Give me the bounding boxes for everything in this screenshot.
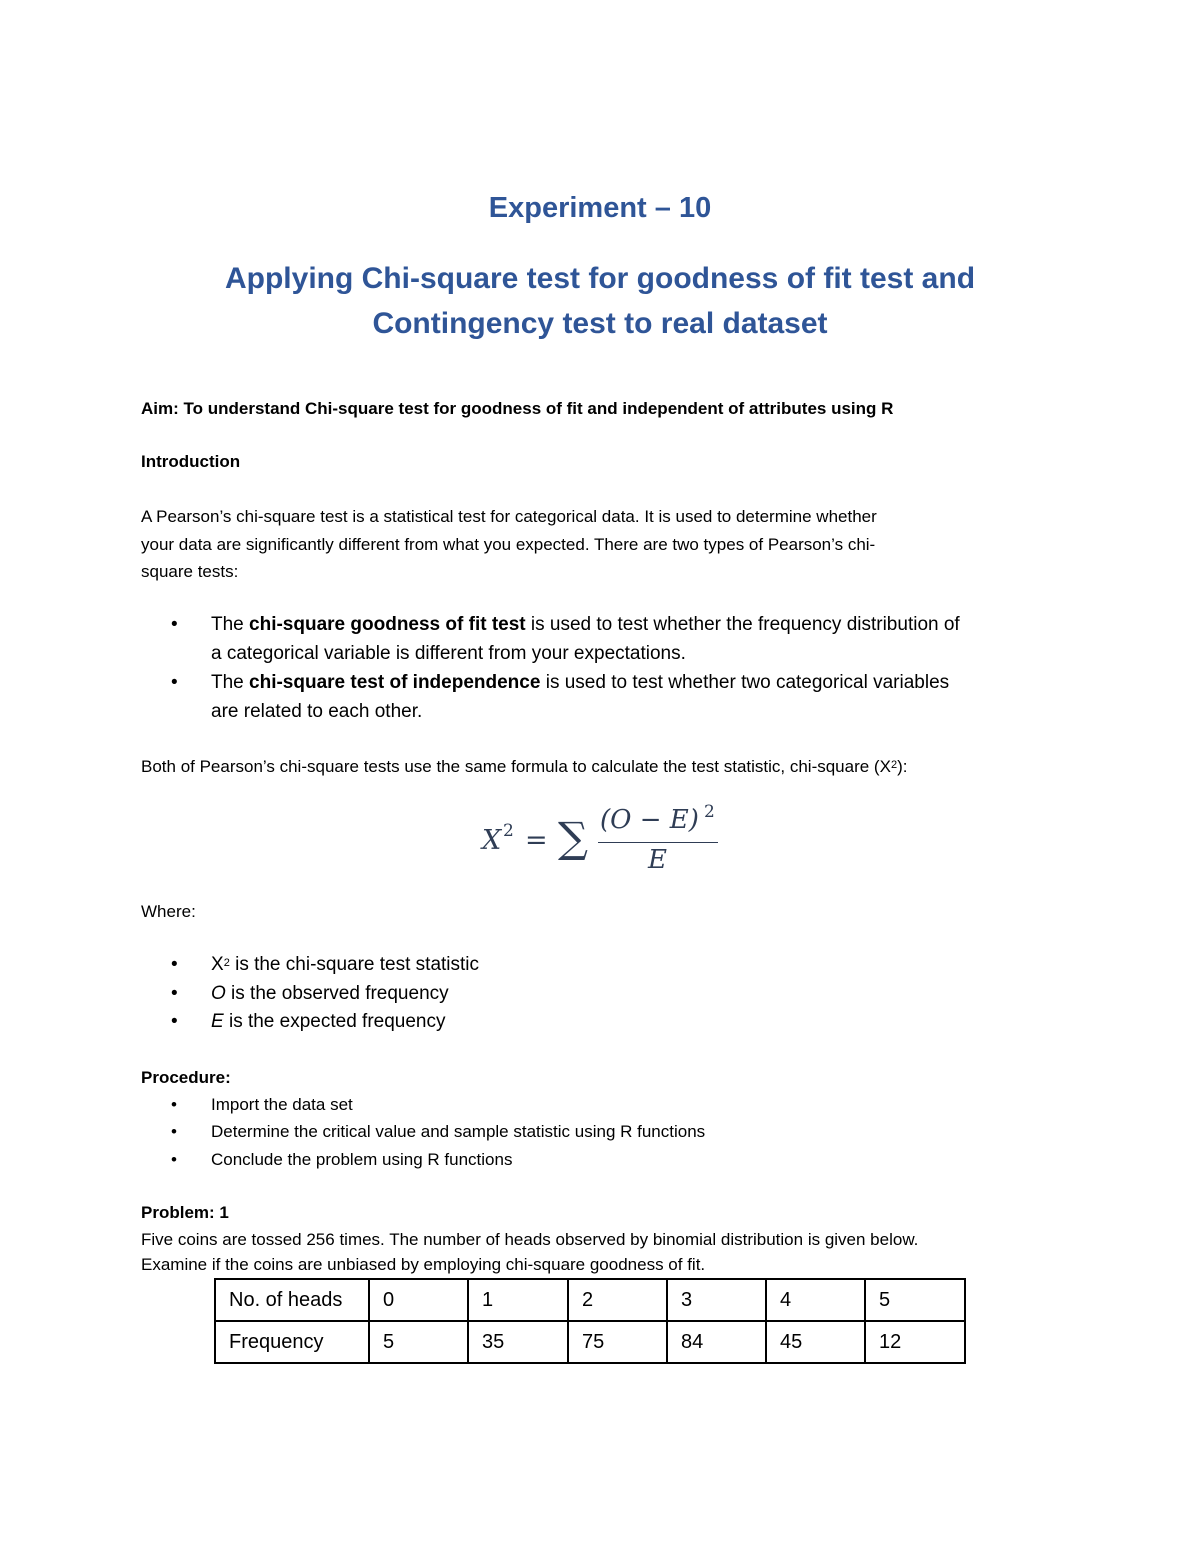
table-cell: 2 <box>568 1279 667 1321</box>
table-cell: 35 <box>468 1321 568 1363</box>
title-line-2: Contingency test to real dataset <box>372 307 828 340</box>
table-cell: 3 <box>667 1279 766 1321</box>
list-item: • Conclude the problem using R functions <box>171 1150 513 1169</box>
bullet-icon: • <box>171 1011 178 1032</box>
bullet-icon: • <box>171 614 178 635</box>
table-cell: No. of heads <box>215 1279 369 1321</box>
intro-line-3: square tests: <box>141 562 239 581</box>
problem-line-2: Examine if the coins are unbiased by employing chi-square goodness of fit. <box>141 1255 706 1274</box>
table-row <box>215 1321 965 1363</box>
bullet-icon: • <box>171 672 178 693</box>
list-item: • E is the expected frequency <box>171 1008 446 1036</box>
title-line-1: Applying Chi-square test for goodness of fit test and <box>224 262 976 295</box>
intro-line-2: your data are significantly different from what you expected. There are two types of Pearson’s chi- <box>141 535 876 554</box>
bullet-icon: • <box>171 954 178 975</box>
bullet-icon: • <box>171 1095 177 1114</box>
table-cell: 1 <box>468 1279 568 1321</box>
sum-icon: ∑ <box>558 813 588 862</box>
list-item-continuation: are related to each other. <box>211 701 423 722</box>
bullet-icon: • <box>171 1150 177 1169</box>
where-heading: Where: <box>141 902 196 921</box>
table-cell: 5 <box>865 1279 965 1321</box>
list-item: • The chi-square test of independence is used to test whether two categorical variables <box>171 669 949 697</box>
list-item: • Import the data set <box>171 1095 353 1114</box>
list-item: • Determine the critical value and sample statistic using R functions <box>171 1122 706 1141</box>
aim-statement: Aim: To understand Chi-square test for goodness of fit and independent of attributes using R <box>141 399 894 418</box>
list-item: • The chi-square goodness of fit test is used to test whether the frequency distribution of <box>171 611 960 639</box>
experiment-title <box>0 256 1200 346</box>
list-item: • $X^2$ is the chi-square test statistic <box>171 951 479 979</box>
table-cell: 45 <box>766 1321 865 1363</box>
problem-line-1: Five coins are tossed 256 times. The number of heads observed by binomial distribution is given below. <box>141 1230 919 1249</box>
chi-square-formula: X 2 = ∑ (O − E) 2 E <box>480 805 740 880</box>
bullet-icon: • <box>171 983 178 1004</box>
bullet-icon: • <box>171 1122 177 1141</box>
frequency-table <box>214 1278 966 1364</box>
formula-intro: Both of Pearson’s chi-square tests use the same formula to calculate the test statistic, chi-square $(X^2)$: <box>141 757 908 776</box>
experiment-number: Experiment – 10 <box>488 192 712 224</box>
table-row <box>215 1279 965 1321</box>
table-cell: 12 <box>865 1321 965 1363</box>
term-goodness-of-fit: chi-square goodness of fit test <box>249 614 526 635</box>
table-cell: 0 <box>369 1279 468 1321</box>
table-cell: 4 <box>766 1279 865 1321</box>
introduction-heading: Introduction <box>141 452 241 471</box>
table-cell: 75 <box>568 1321 667 1363</box>
term-independence: chi-square test of independence <box>249 672 541 693</box>
fraction-bar <box>598 842 718 843</box>
list-item-continuation: a categorical variable is different from your expectations. <box>211 643 686 664</box>
intro-line-1: A Pearson’s chi-square test is a statistical test for categorical data. It is used to determine whether <box>141 507 877 526</box>
procedure-heading: Procedure: <box>141 1068 231 1087</box>
table-cell: Frequency <box>215 1321 369 1363</box>
table-cell: 84 <box>667 1321 766 1363</box>
problem-heading: Problem: 1 <box>141 1203 229 1222</box>
table-cell: 5 <box>369 1321 468 1363</box>
list-item: • O is the observed frequency <box>171 980 449 1008</box>
